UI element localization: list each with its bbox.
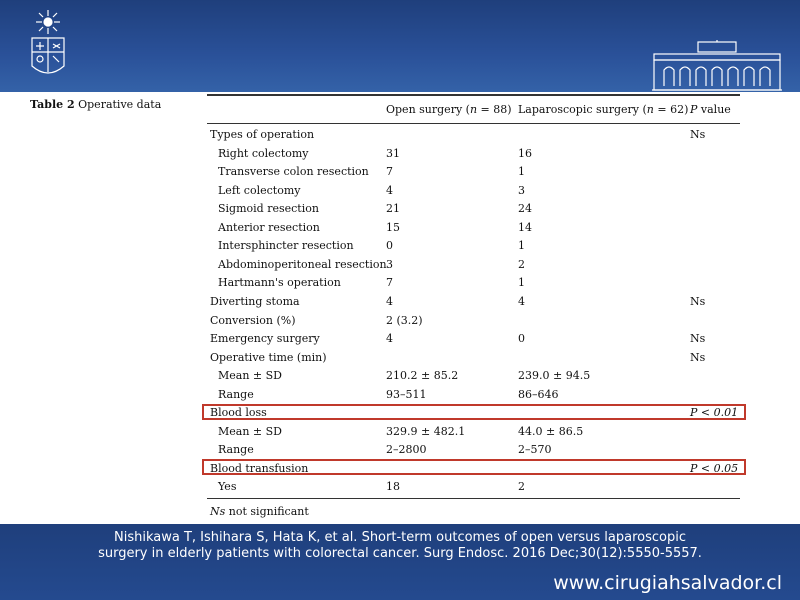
row-label: Blood loss xyxy=(210,406,267,420)
row-label: Mean ± SD xyxy=(218,369,282,383)
website-url: www.cirugiahsalvador.cl xyxy=(553,572,782,594)
p-value: P < 0.01 xyxy=(690,406,739,420)
laparoscopic-value: 2–570 xyxy=(518,443,552,457)
laparoscopic-value: 0 xyxy=(518,332,525,346)
row-label: Mean ± SD xyxy=(218,424,282,438)
laparoscopic-value: 16 xyxy=(518,146,532,160)
footer-banner xyxy=(0,524,800,600)
top-rule xyxy=(207,94,740,96)
laparoscopic-value: 4 xyxy=(518,294,525,308)
laparoscopic-value: 86–646 xyxy=(518,387,559,401)
row-label: Abdominoperitoneal resection xyxy=(218,257,387,271)
open-surgery-value: 18 xyxy=(386,480,400,494)
row-label: Hartmann's operation xyxy=(218,276,341,290)
column-header-p-value: P value xyxy=(690,103,731,116)
laparoscopic-value: 44.0 ± 86.5 xyxy=(518,424,584,438)
row-label: Range xyxy=(218,443,254,457)
row-label: Operative time (min) xyxy=(210,350,327,364)
open-surgery-value: 210.2 ± 85.2 xyxy=(386,369,459,383)
row-label: Conversion (%) xyxy=(210,313,296,327)
column-header-open: Open surgery (n = 88) xyxy=(386,103,512,116)
row-label: Sigmoid resection xyxy=(218,202,319,216)
row-label: Types of operation xyxy=(210,128,315,141)
blood-transfusion-highlight xyxy=(202,459,746,475)
open-surgery-value: 7 xyxy=(386,165,393,179)
table-footnote: Ns not significant xyxy=(210,505,309,518)
row-label: Range xyxy=(218,387,254,401)
citation xyxy=(0,530,800,562)
citation-line-2: surgery in elderly patients with colorectal cancer. Surg Endosc. 2016 Dec;30(12):5550-5557. xyxy=(98,546,702,561)
column-header-laparoscopic: Laparoscopic surgery (n = 62) xyxy=(518,103,689,116)
laparoscopic-value: 1 xyxy=(518,276,525,290)
open-surgery-value: 4 xyxy=(386,183,393,197)
p-value: P < 0.05 xyxy=(690,461,739,475)
p-value: Ns xyxy=(690,128,706,141)
laparoscopic-value: 2 xyxy=(518,257,525,271)
row-label: Diverting stoma xyxy=(210,294,300,308)
row-label: Intersphincter resection xyxy=(218,239,354,253)
bottom-rule xyxy=(207,498,740,499)
row-label: Yes xyxy=(218,480,237,494)
open-surgery-value: 21 xyxy=(386,202,400,216)
hospital-building-icon xyxy=(652,40,782,92)
table-number: Table 2 xyxy=(30,98,75,111)
laparoscopic-value: 3 xyxy=(518,183,525,197)
open-surgery-value: 7 xyxy=(386,276,393,290)
laparoscopic-value: 239.0 ± 94.5 xyxy=(518,369,591,383)
open-surgery-value: 31 xyxy=(386,146,400,160)
laparoscopic-value: 24 xyxy=(518,202,532,216)
open-surgery-value: 4 xyxy=(386,332,393,346)
open-surgery-value: 2–2800 xyxy=(386,443,427,457)
p-value: Ns xyxy=(690,294,706,308)
header-banner xyxy=(0,0,800,92)
table-title: Operative data xyxy=(78,98,162,111)
row-label: Emergency surgery xyxy=(210,332,320,346)
p-value: Ns xyxy=(690,332,706,346)
laparoscopic-value: 14 xyxy=(518,220,532,234)
row-label: Right colectomy xyxy=(218,146,309,160)
open-surgery-value: 4 xyxy=(386,294,393,308)
table-caption xyxy=(30,98,161,111)
laparoscopic-value: 1 xyxy=(518,239,525,253)
university-crest-icon xyxy=(26,8,70,88)
row-label: Blood transfusion xyxy=(210,461,309,475)
open-surgery-value: 3 xyxy=(386,257,393,271)
open-surgery-value: 93–511 xyxy=(386,387,427,401)
operative-data-table xyxy=(0,92,800,524)
p-value: Ns xyxy=(690,350,706,364)
open-surgery-value: 0 xyxy=(386,239,393,253)
open-surgery-value: 2 (3.2) xyxy=(386,313,423,327)
open-surgery-value: 329.9 ± 482.1 xyxy=(386,424,466,438)
laparoscopic-value: 2 xyxy=(518,480,525,494)
row-label: Left colectomy xyxy=(218,183,301,197)
blood-loss-highlight xyxy=(202,404,746,420)
row-label: Anterior resection xyxy=(218,220,320,234)
header-rule xyxy=(207,123,740,124)
row-label: Transverse colon resection xyxy=(218,165,369,179)
laparoscopic-value: 1 xyxy=(518,165,525,179)
open-surgery-value: 15 xyxy=(386,220,400,234)
citation-line-1: Nishikawa T, Ishihara S, Hata K, et al. Short-term outcomes of open versus laparoscopic xyxy=(113,530,686,545)
